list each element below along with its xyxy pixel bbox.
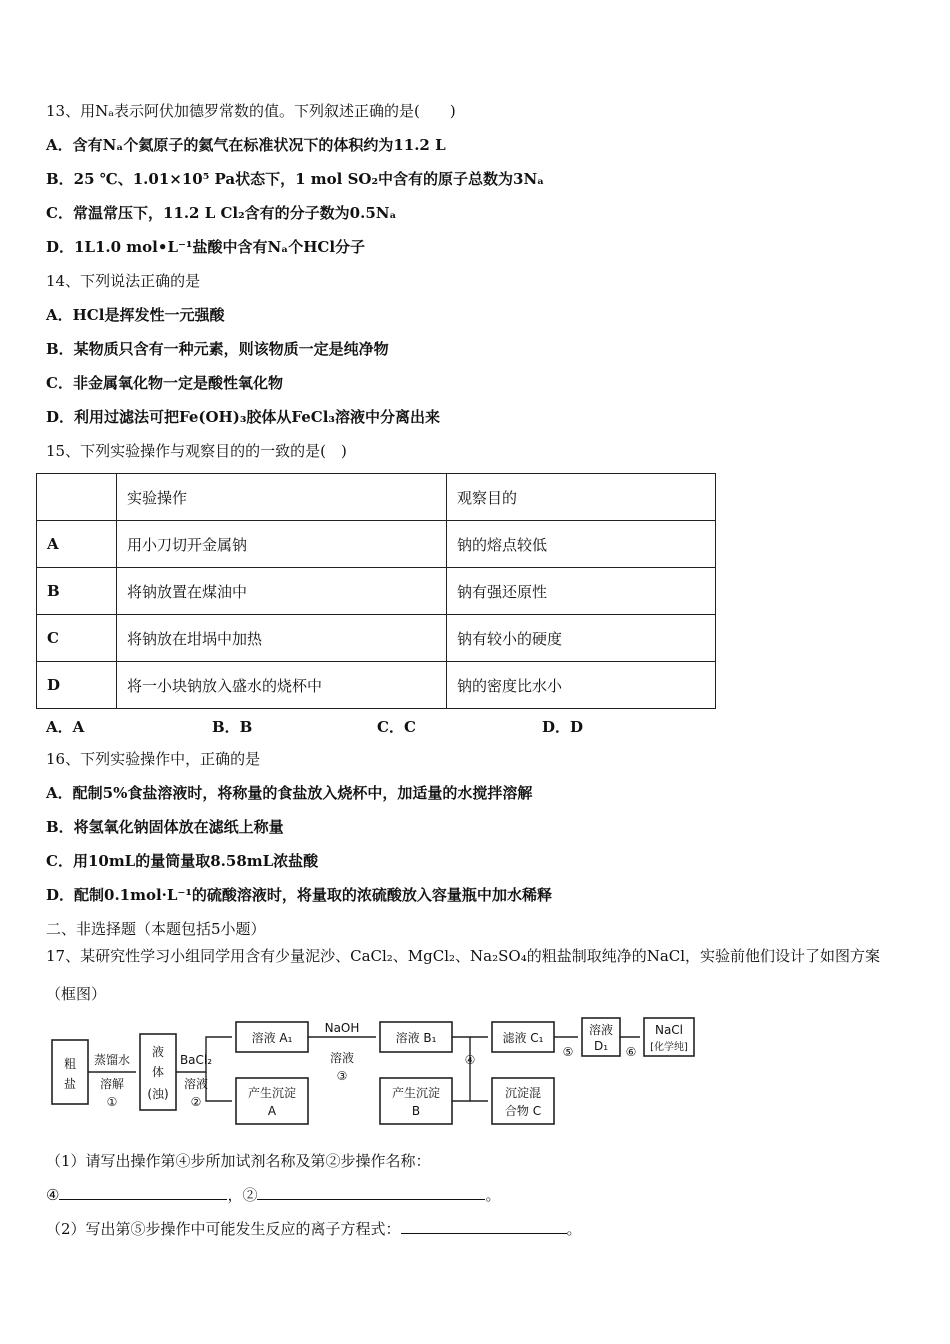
q13-stem: 13、用Nₐ表示阿伏加德罗常数的值。下列叙述正确的是( ) — [46, 102, 456, 120]
q13-option-b: B．25 ℃、1.01×10⁵ Pa状态下，1 mol SO₂中含有的原子总数为3Nₐ — [46, 170, 545, 188]
q14-option-c: C．非金属氧化物一定是酸性氧化物 — [46, 374, 283, 392]
table-cell: 钠有较小的硬度 — [447, 615, 716, 662]
q17-part2: （2）写出第⑤步操作中可能发生反应的离子方程式： — [46, 1220, 401, 1238]
q17-stem-cont: （框图） — [46, 985, 107, 1003]
flow-text: 产生沉淀 — [391, 1086, 441, 1100]
q13-option-d: D．1L1.0 mol•L⁻¹盐酸中含有Nₐ个HCl分子 — [46, 238, 366, 256]
table-cell: 用小刀切开金属钠 — [117, 521, 447, 568]
flow-text: ⑥ — [625, 1045, 637, 1059]
q16-option-d: D．配制0.1mol·L⁻¹的硫酸溶液时，将量取的浓硫酸放入容量瓶中加水稀释 — [46, 886, 552, 904]
q17-answer-label-4: ④ — [46, 1186, 60, 1204]
table-row — [37, 662, 716, 709]
table-header-cell: 观察目的 — [447, 474, 716, 521]
flow-text: ② — [190, 1095, 202, 1109]
q15-option-d: D．D — [542, 718, 584, 736]
table-cell: 将一小块钠放入盛水的烧杯中 — [117, 662, 447, 709]
flow-text: ⑤ — [562, 1045, 574, 1059]
q17-part2-end: 。 — [566, 1220, 582, 1238]
q14-option-d: D．利用过滤法可把Fe(OH)₃胶体从FeCl₃溶液中分离出来 — [46, 408, 440, 426]
q15-option-a: A．A — [46, 718, 85, 736]
q15-option-b: B．B — [212, 718, 253, 736]
q16-option-b: B．将氢氧化钠固体放在滤纸上称量 — [46, 818, 284, 836]
table-cell: 钠的密度比水小 — [447, 662, 716, 709]
flow-text: A — [267, 1104, 277, 1118]
flow-diagram — [46, 1012, 706, 1130]
q13-option-c: C．常温常压下，11.2 L Cl₂含有的分子数为0.5Nₐ — [46, 204, 397, 222]
flow-text: B — [411, 1104, 421, 1118]
q17-answer-label-2: ，② — [227, 1186, 258, 1204]
q14-option-a: A．HCl是挥发性一元强酸 — [46, 306, 225, 324]
flow-text: 盐 — [63, 1077, 77, 1091]
q14-stem: 14、下列说法正确的是 — [46, 272, 201, 290]
q16-option-a: A．配制5%食盐溶液时，将称量的食盐放入烧杯中，加适量的水搅拌溶解 — [46, 784, 533, 802]
q17-stem: 17、某研究性学习小组同学用含有少量泥沙、CaCl₂、MgCl₂、Na₂SO₄的粗盐制取纯净的NaCl，实验前他们设计了如图方案 — [46, 947, 881, 965]
flow-text: 溶液 A₁ — [251, 1031, 293, 1045]
table-cell: 将钠放置在煤油中 — [117, 568, 447, 615]
flow-text: D₁ — [593, 1039, 609, 1053]
table-header-row — [37, 474, 716, 521]
table-row — [37, 615, 716, 662]
flow-text: 合物 C — [504, 1104, 542, 1118]
flow-text: NaCl — [654, 1023, 684, 1037]
answer-blank-4[interactable] — [59, 1183, 227, 1200]
flow-text: (浊) — [147, 1087, 169, 1101]
q17-part2-line — [46, 1217, 582, 1240]
flow-text: NaOH — [324, 1021, 360, 1035]
q15-option-c: C．C — [377, 718, 416, 736]
table-cell: 钠的熔点较低 — [447, 521, 716, 568]
flow-text: 蒸馏水 — [93, 1053, 131, 1067]
flow-text: 滤液 C₁ — [502, 1031, 544, 1045]
table-header-cell — [37, 474, 117, 521]
q16-option-c: C．用10mL的量筒量取8.58mL浓盐酸 — [46, 852, 319, 870]
q13-option-a: A．含有Nₐ个氦原子的氦气在标准状况下的体积约为11.2 L — [46, 136, 446, 154]
table-row — [37, 521, 716, 568]
flow-box-crude-salt — [52, 1040, 88, 1104]
flow-text: 体 — [151, 1065, 165, 1079]
flow-text: 液 — [151, 1045, 165, 1059]
flow-text: ③ — [336, 1069, 348, 1083]
table-row — [37, 568, 716, 615]
flow-text: 溶液 — [183, 1077, 209, 1091]
flow-text: 溶解 — [99, 1077, 125, 1091]
table-cell: B — [37, 568, 117, 615]
q14-option-b: B．某物质只含有一种元素，则该物质一定是纯净物 — [46, 340, 389, 358]
flow-text: 溶液 — [329, 1051, 355, 1065]
section-heading: 二、非选择题（本题包括5小题） — [46, 920, 266, 938]
table-cell: C — [37, 615, 117, 662]
flow-text: BaCl₂ — [179, 1053, 213, 1067]
table-header-cell: 实验操作 — [117, 474, 447, 521]
answer-blank-5[interactable] — [401, 1217, 567, 1234]
table-cell: D — [37, 662, 117, 709]
flow-text: 粗 — [63, 1057, 77, 1071]
table-cell: A — [37, 521, 117, 568]
flow-text: 沉淀混 — [504, 1086, 542, 1100]
q15-stem: 15、下列实验操作与观察目的的一致的是( ) — [46, 442, 347, 460]
q15-table — [36, 473, 716, 709]
q17-part1-answer-line — [46, 1183, 500, 1206]
table-cell: 钠有强还原性 — [447, 568, 716, 615]
table-cell: 将钠放在坩埚中加热 — [117, 615, 447, 662]
flow-text: ④ — [464, 1053, 476, 1067]
q17-answer-end: 。 — [485, 1186, 501, 1204]
flow-text: ① — [106, 1095, 118, 1109]
flow-text: 产生沉淀 — [247, 1086, 297, 1100]
answer-blank-2[interactable] — [257, 1183, 485, 1200]
q17-part1: （1）请写出操作第④步所加试剂名称及第②步操作名称： — [46, 1152, 431, 1170]
flow-text: 溶液 — [588, 1023, 614, 1037]
flow-text: [化学纯] — [650, 1042, 688, 1053]
flow-text: 溶液 B₁ — [395, 1031, 437, 1045]
q16-stem: 16、下列实验操作中，正确的是 — [46, 750, 261, 768]
